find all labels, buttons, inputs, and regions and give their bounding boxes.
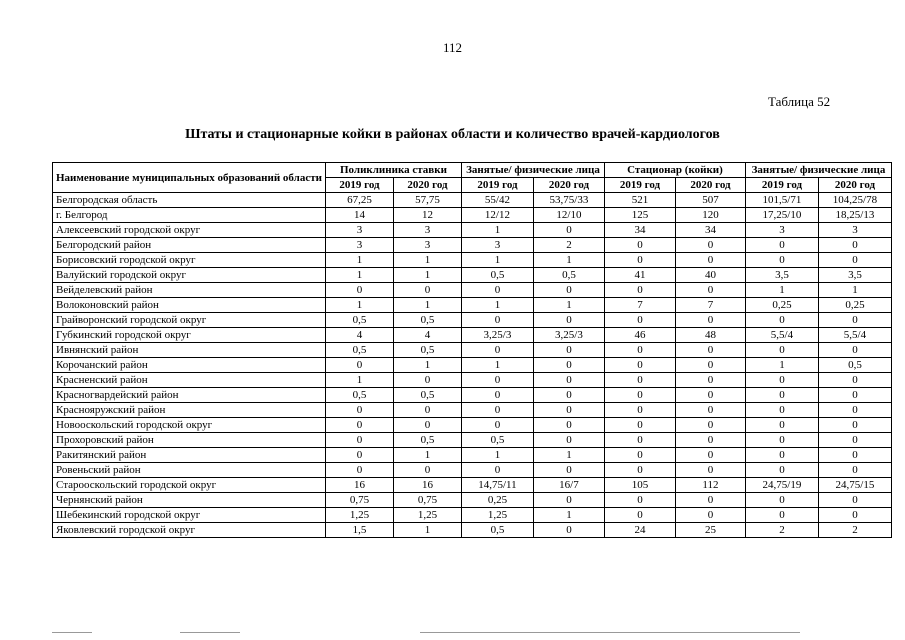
row-name-cell: г. Белгород [53, 208, 326, 223]
table-row [53, 463, 892, 478]
table-row [53, 268, 892, 283]
value-cell: 0 [461, 373, 533, 388]
value-cell: 0 [461, 283, 533, 298]
value-cell: 3 [818, 223, 891, 238]
value-cell: 0 [461, 463, 533, 478]
value-cell: 3 [325, 223, 393, 238]
value-cell: 0 [818, 433, 891, 448]
table-row [53, 478, 892, 493]
table-row [53, 193, 892, 208]
value-cell: 0 [818, 373, 891, 388]
value-cell: 3 [393, 223, 461, 238]
value-cell: 0 [604, 433, 675, 448]
table-body [53, 193, 892, 538]
header-year: 2020 год [393, 178, 461, 193]
value-cell: 0 [533, 388, 604, 403]
table-row [53, 433, 892, 448]
value-cell: 1 [325, 298, 393, 313]
table-row [53, 358, 892, 373]
value-cell: 0 [461, 313, 533, 328]
header-group-occupied-2: Занятые/ физические лица [745, 163, 891, 178]
table-row [53, 403, 892, 418]
value-cell: 0 [745, 238, 818, 253]
table-label: Таблица 52 [768, 94, 831, 109]
table-row [53, 313, 892, 328]
value-cell: 14,75/11 [461, 478, 533, 493]
row-name-cell: Новооскольский городской округ [53, 418, 326, 433]
value-cell: 0 [818, 253, 891, 268]
value-cell: 0 [675, 283, 745, 298]
table-row [53, 253, 892, 268]
value-cell: 2 [818, 523, 891, 538]
value-cell: 0 [533, 418, 604, 433]
value-cell: 1 [745, 283, 818, 298]
value-cell: 0 [533, 403, 604, 418]
value-cell: 0 [533, 373, 604, 388]
header-year: 2020 год [533, 178, 604, 193]
table-row [53, 388, 892, 403]
value-cell: 0 [325, 403, 393, 418]
value-cell: 16 [393, 478, 461, 493]
value-cell: 53,75/33 [533, 193, 604, 208]
header-year: 2020 год [818, 178, 891, 193]
value-cell: 0 [818, 343, 891, 358]
table-row [53, 298, 892, 313]
header-year: 2019 год [461, 178, 533, 193]
value-cell: 0 [393, 463, 461, 478]
value-cell: 48 [675, 328, 745, 343]
table-row [53, 223, 892, 238]
value-cell: 0 [325, 448, 393, 463]
table-row [53, 373, 892, 388]
value-cell: 120 [675, 208, 745, 223]
value-cell: 3 [745, 223, 818, 238]
row-name-cell: Ивнянский район [53, 343, 326, 358]
row-name-cell: Борисовский городской округ [53, 253, 326, 268]
value-cell: 24 [604, 523, 675, 538]
row-name-cell: Губкинский городской округ [53, 328, 326, 343]
value-cell: 0 [745, 388, 818, 403]
value-cell: 0,5 [325, 388, 393, 403]
value-cell: 0,75 [325, 493, 393, 508]
value-cell: 0 [675, 508, 745, 523]
value-cell: 0,5 [393, 433, 461, 448]
value-cell: 105 [604, 478, 675, 493]
value-cell: 1,25 [461, 508, 533, 523]
value-cell: 1 [461, 223, 533, 238]
value-cell: 12/12 [461, 208, 533, 223]
value-cell: 0 [818, 403, 891, 418]
value-cell: 0,5 [325, 313, 393, 328]
value-cell: 0 [675, 493, 745, 508]
value-cell: 40 [675, 268, 745, 283]
value-cell: 0 [675, 358, 745, 373]
value-cell: 0,5 [461, 523, 533, 538]
value-cell: 1 [393, 253, 461, 268]
value-cell: 0 [675, 463, 745, 478]
value-cell: 0 [675, 403, 745, 418]
footer-rule [420, 632, 800, 633]
value-cell: 0 [745, 448, 818, 463]
value-cell: 0 [604, 313, 675, 328]
value-cell: 17,25/10 [745, 208, 818, 223]
value-cell: 0 [818, 388, 891, 403]
value-cell: 0 [461, 403, 533, 418]
value-cell: 34 [675, 223, 745, 238]
value-cell: 0 [393, 283, 461, 298]
value-cell: 0 [675, 253, 745, 268]
value-cell: 3,25/3 [461, 328, 533, 343]
table-row [53, 238, 892, 253]
header-group-occupied-1: Занятые/ физические лица [461, 163, 604, 178]
value-cell: 0 [533, 433, 604, 448]
value-cell: 0 [325, 463, 393, 478]
value-cell: 0 [675, 373, 745, 388]
value-cell: 0 [745, 373, 818, 388]
row-name-cell: Валуйский городской округ [53, 268, 326, 283]
value-cell: 1 [325, 373, 393, 388]
document-title: Штаты и стационарные койки в районах области и количество врачей-кардиологов [185, 127, 720, 142]
table-row [53, 328, 892, 343]
value-cell: 0 [745, 433, 818, 448]
value-cell: 0 [604, 418, 675, 433]
value-cell: 0 [604, 403, 675, 418]
value-cell: 0 [675, 343, 745, 358]
table-row [53, 523, 892, 538]
value-cell: 7 [675, 298, 745, 313]
value-cell: 521 [604, 193, 675, 208]
value-cell: 16 [325, 478, 393, 493]
value-cell: 4 [393, 328, 461, 343]
value-cell: 34 [604, 223, 675, 238]
value-cell: 5,5/4 [818, 328, 891, 343]
value-cell: 0 [533, 223, 604, 238]
value-cell: 0 [533, 283, 604, 298]
value-cell: 3 [461, 238, 533, 253]
table-row [53, 283, 892, 298]
table-row [53, 418, 892, 433]
value-cell: 0 [604, 448, 675, 463]
table-row [53, 508, 892, 523]
value-cell: 0 [675, 238, 745, 253]
value-cell: 0 [325, 283, 393, 298]
value-cell: 0,25 [461, 493, 533, 508]
value-cell: 1 [325, 253, 393, 268]
value-cell: 0 [745, 343, 818, 358]
value-cell: 125 [604, 208, 675, 223]
value-cell: 1 [461, 448, 533, 463]
value-cell: 1,25 [325, 508, 393, 523]
table-row [53, 493, 892, 508]
value-cell: 0 [818, 418, 891, 433]
value-cell: 0 [675, 433, 745, 448]
value-cell: 1 [818, 283, 891, 298]
value-cell: 0,25 [818, 298, 891, 313]
header-group-hospital: Стационар (койки) [604, 163, 745, 178]
header-year: 2020 год [675, 178, 745, 193]
value-cell: 0 [533, 343, 604, 358]
value-cell: 0 [461, 418, 533, 433]
value-cell: 0 [393, 403, 461, 418]
header-year: 2019 год [325, 178, 393, 193]
footer-rule [180, 632, 240, 633]
row-name-cell: Шебекинский городской округ [53, 508, 326, 523]
value-cell: 25 [675, 523, 745, 538]
value-cell: 0 [533, 523, 604, 538]
value-cell: 1 [533, 448, 604, 463]
value-cell: 0 [604, 373, 675, 388]
row-name-cell: Алексеевский городской округ [53, 223, 326, 238]
value-cell: 12/10 [533, 208, 604, 223]
value-cell: 3,5 [818, 268, 891, 283]
value-cell: 1 [325, 268, 393, 283]
value-cell: 0 [745, 253, 818, 268]
value-cell: 0 [461, 388, 533, 403]
value-cell: 2 [533, 238, 604, 253]
value-cell: 1 [393, 358, 461, 373]
value-cell: 41 [604, 268, 675, 283]
value-cell: 0 [604, 253, 675, 268]
value-cell: 12 [393, 208, 461, 223]
header-group-polyclinic: Поликлиника ставки [325, 163, 461, 178]
value-cell: 0 [604, 283, 675, 298]
value-cell: 0,5 [533, 268, 604, 283]
row-name-cell: Красненский район [53, 373, 326, 388]
row-name-cell: Красногвардейский район [53, 388, 326, 403]
value-cell: 0 [818, 493, 891, 508]
value-cell: 0 [604, 388, 675, 403]
row-name-cell: Белгородская область [53, 193, 326, 208]
value-cell: 0,5 [818, 358, 891, 373]
value-cell: 7 [604, 298, 675, 313]
data-table [52, 162, 892, 538]
value-cell: 3 [325, 238, 393, 253]
value-cell: 1 [461, 298, 533, 313]
value-cell: 0 [604, 493, 675, 508]
value-cell: 2 [745, 523, 818, 538]
value-cell: 0,75 [393, 493, 461, 508]
value-cell: 0 [818, 448, 891, 463]
value-cell: 67,25 [325, 193, 393, 208]
header-row-groups [53, 163, 892, 178]
value-cell: 0 [604, 508, 675, 523]
header-name: Наименование муниципальных образований области [53, 163, 326, 193]
row-name-cell: Ровеньский район [53, 463, 326, 478]
value-cell: 5,5/4 [745, 328, 818, 343]
value-cell: 0 [745, 313, 818, 328]
row-name-cell: Чернянский район [53, 493, 326, 508]
value-cell: 0 [818, 463, 891, 478]
row-name-cell: Волоконовский район [53, 298, 326, 313]
value-cell: 16/7 [533, 478, 604, 493]
row-name-cell: Прохоровский район [53, 433, 326, 448]
value-cell: 0 [745, 493, 818, 508]
value-cell: 3,25/3 [533, 328, 604, 343]
value-cell: 0 [675, 418, 745, 433]
row-name-cell: Краснояружский район [53, 403, 326, 418]
row-name-cell: Вейделевский район [53, 283, 326, 298]
value-cell: 0 [325, 433, 393, 448]
row-name-cell: Корочанский район [53, 358, 326, 373]
value-cell: 57,75 [393, 193, 461, 208]
value-cell: 1 [461, 358, 533, 373]
value-cell: 3 [393, 238, 461, 253]
value-cell: 0 [818, 238, 891, 253]
value-cell: 0 [393, 418, 461, 433]
page-number: 112 [442, 40, 463, 55]
value-cell: 1 [533, 508, 604, 523]
value-cell: 0 [745, 508, 818, 523]
value-cell: 1,5 [325, 523, 393, 538]
value-cell: 0,5 [393, 343, 461, 358]
value-cell: 1 [393, 268, 461, 283]
value-cell: 0 [745, 418, 818, 433]
value-cell: 24,75/19 [745, 478, 818, 493]
value-cell: 0 [745, 463, 818, 478]
value-cell: 0 [604, 238, 675, 253]
value-cell: 46 [604, 328, 675, 343]
value-cell: 0 [604, 358, 675, 373]
value-cell: 0 [533, 493, 604, 508]
value-cell: 0 [325, 418, 393, 433]
value-cell: 0 [745, 403, 818, 418]
value-cell: 0 [604, 463, 675, 478]
value-cell: 0 [325, 358, 393, 373]
value-cell: 1 [393, 523, 461, 538]
value-cell: 0 [675, 388, 745, 403]
value-cell: 101,5/71 [745, 193, 818, 208]
value-cell: 1,25 [393, 508, 461, 523]
value-cell: 18,25/13 [818, 208, 891, 223]
value-cell: 507 [675, 193, 745, 208]
value-cell: 0,5 [461, 268, 533, 283]
row-name-cell: Грайворонский городской округ [53, 313, 326, 328]
value-cell: 0,5 [393, 313, 461, 328]
header-year: 2019 год [745, 178, 818, 193]
value-cell: 0 [461, 343, 533, 358]
value-cell: 0 [533, 358, 604, 373]
value-cell: 0 [533, 463, 604, 478]
row-name-cell: Ракитянский район [53, 448, 326, 463]
value-cell: 0 [604, 343, 675, 358]
value-cell: 1 [533, 298, 604, 313]
value-cell: 0,25 [745, 298, 818, 313]
value-cell: 3,5 [745, 268, 818, 283]
row-name-cell: Белгородский район [53, 238, 326, 253]
value-cell: 14 [325, 208, 393, 223]
value-cell: 0 [675, 313, 745, 328]
table-row [53, 343, 892, 358]
value-cell: 1 [461, 253, 533, 268]
value-cell: 104,25/78 [818, 193, 891, 208]
value-cell: 0 [533, 313, 604, 328]
value-cell: 0 [675, 448, 745, 463]
value-cell: 4 [325, 328, 393, 343]
value-cell: 1 [533, 253, 604, 268]
value-cell: 0,5 [393, 388, 461, 403]
header-year: 2019 год [604, 178, 675, 193]
value-cell: 1 [393, 298, 461, 313]
table-row [53, 448, 892, 463]
value-cell: 1 [393, 448, 461, 463]
footer-rule [52, 632, 92, 633]
table-row [53, 208, 892, 223]
value-cell: 24,75/15 [818, 478, 891, 493]
value-cell: 0 [818, 508, 891, 523]
value-cell: 112 [675, 478, 745, 493]
value-cell: 0 [818, 313, 891, 328]
value-cell: 1 [745, 358, 818, 373]
value-cell: 0 [393, 373, 461, 388]
value-cell: 0,5 [461, 433, 533, 448]
row-name-cell: Яковлевский городской округ [53, 523, 326, 538]
row-name-cell: Старооскольский городской округ [53, 478, 326, 493]
value-cell: 0,5 [325, 343, 393, 358]
value-cell: 55/42 [461, 193, 533, 208]
